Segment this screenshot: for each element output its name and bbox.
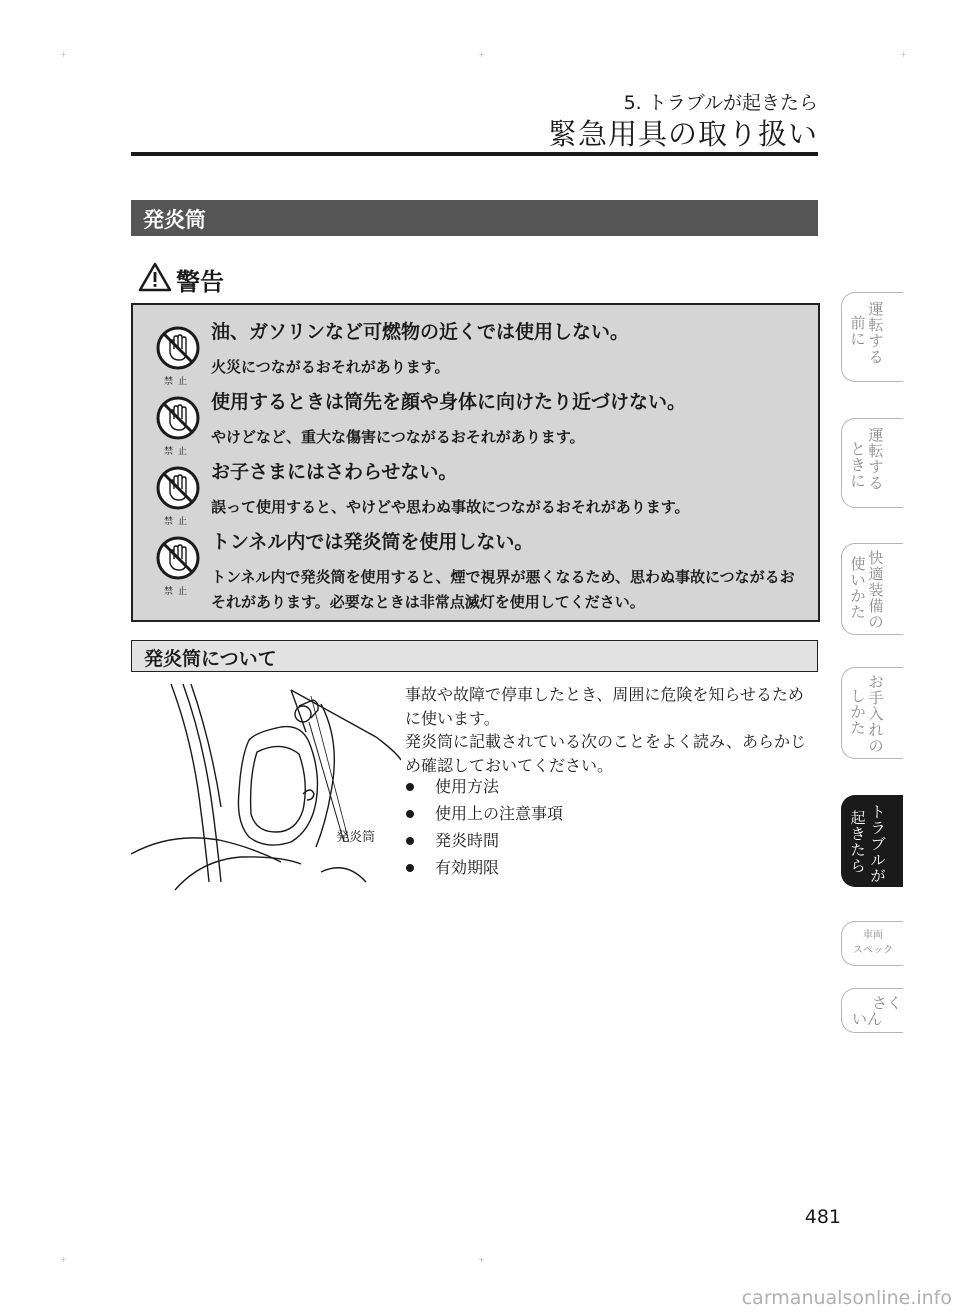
page-title: 緊急用具の取り扱い (547, 117, 818, 151)
chapter-subtitle: 5. トラブルが起きたら (623, 92, 818, 114)
tab-before-driving[interactable] (841, 292, 903, 382)
warning-heading-text: 警告 (176, 268, 224, 296)
warning-box (131, 303, 820, 622)
prohibition-label: 禁止 (163, 517, 192, 527)
tab-label: 快適装備の (868, 549, 884, 631)
tab-while-driving[interactable] (841, 418, 903, 508)
prohibition-label: 禁止 (163, 587, 192, 597)
section-title: 発炎筒 (143, 208, 206, 232)
warning-item-title: トンネル内では発炎筒を使用しない。 (211, 531, 534, 553)
subsection-body (405, 683, 817, 777)
tab-troubleshooting[interactable] (841, 795, 903, 887)
prohibition-icon (155, 465, 201, 527)
tab-comfort-features[interactable] (841, 543, 903, 635)
flare-location-illustration (131, 682, 401, 897)
illustration-label: 発炎筒 (336, 830, 376, 845)
body-paragraph: 事故や故障で停車したとき、周囲に危険を知らせるために使います。 (405, 685, 804, 728)
tab-label: 前に (850, 314, 866, 348)
check-list (405, 773, 563, 881)
warning-item-title: お子さまにはさわらせない。 (211, 461, 458, 483)
tab-label: トラブルが (870, 803, 886, 885)
crop-mark: + (478, 50, 485, 59)
warning-item-text: トンネル内で発炎筒を使用すると、煙で視界が悪くなるため、思わぬ事故につながるおそれがあります。必要なときは非常点滅灯を使用してください。 (211, 568, 795, 611)
warning-item-title: 油、ガソリンなど可燃物の近くでは使用しない。 (211, 321, 630, 343)
tab-label: しかた (850, 687, 866, 737)
list-item: 発炎時間 (405, 827, 563, 854)
warning-item-text: 火災につながるおそれがあります。 (211, 358, 450, 376)
prohibition-icon (155, 325, 201, 387)
list-item: 使用方法 (405, 773, 563, 800)
warning-item-title: 使用するときは筒先を顔や身体に向けたり近づけない。 (211, 391, 687, 413)
tab-label: さく (872, 994, 903, 1012)
warning-triangle-icon (138, 262, 172, 292)
warning-item-text: やけどなど、重大な傷害につながるおそれがあります。 (211, 428, 585, 446)
watermark: carmanualsonline.info (741, 1287, 952, 1309)
tab-label: お手入れの (868, 673, 884, 755)
crop-mark: + (900, 50, 907, 59)
subsection-title: 発炎筒について (144, 648, 277, 670)
tab-vehicle-specs[interactable] (841, 921, 903, 966)
tab-label: 使いかた (850, 555, 866, 621)
list-item: 使用上の注意事項 (405, 800, 563, 827)
prohibition-icon (155, 395, 201, 457)
tab-label: いん (852, 1010, 883, 1028)
tab-label: スペック (853, 945, 893, 956)
section-header (131, 200, 818, 236)
crop-mark: + (60, 1255, 67, 1264)
tab-label: 車両 (863, 930, 883, 941)
header-divider (131, 152, 818, 156)
prohibition-label: 禁止 (163, 447, 192, 457)
page-number: 481 (804, 1206, 841, 1228)
list-item: 有効期限 (405, 854, 563, 881)
body-paragraph: 発炎筒に記載されている次のことをよく読み、あらかじめ確認しておいてください。 (405, 732, 806, 775)
tab-maintenance[interactable] (841, 667, 903, 759)
tab-index[interactable] (841, 988, 903, 1033)
crop-mark: + (60, 50, 67, 59)
crop-mark: + (478, 1255, 485, 1264)
prohibition-icon (155, 535, 201, 597)
tab-label: 運転する (868, 300, 884, 366)
tab-label: ときに (850, 440, 866, 490)
warning-item-text: 誤って使用すると、やけどや思わぬ事故につながるおそれがあります。 (211, 498, 690, 516)
tab-label: 運転する (868, 426, 884, 492)
prohibition-label: 禁止 (163, 377, 192, 387)
tab-label: 起きたら (850, 809, 866, 875)
subsection-header (131, 640, 818, 672)
